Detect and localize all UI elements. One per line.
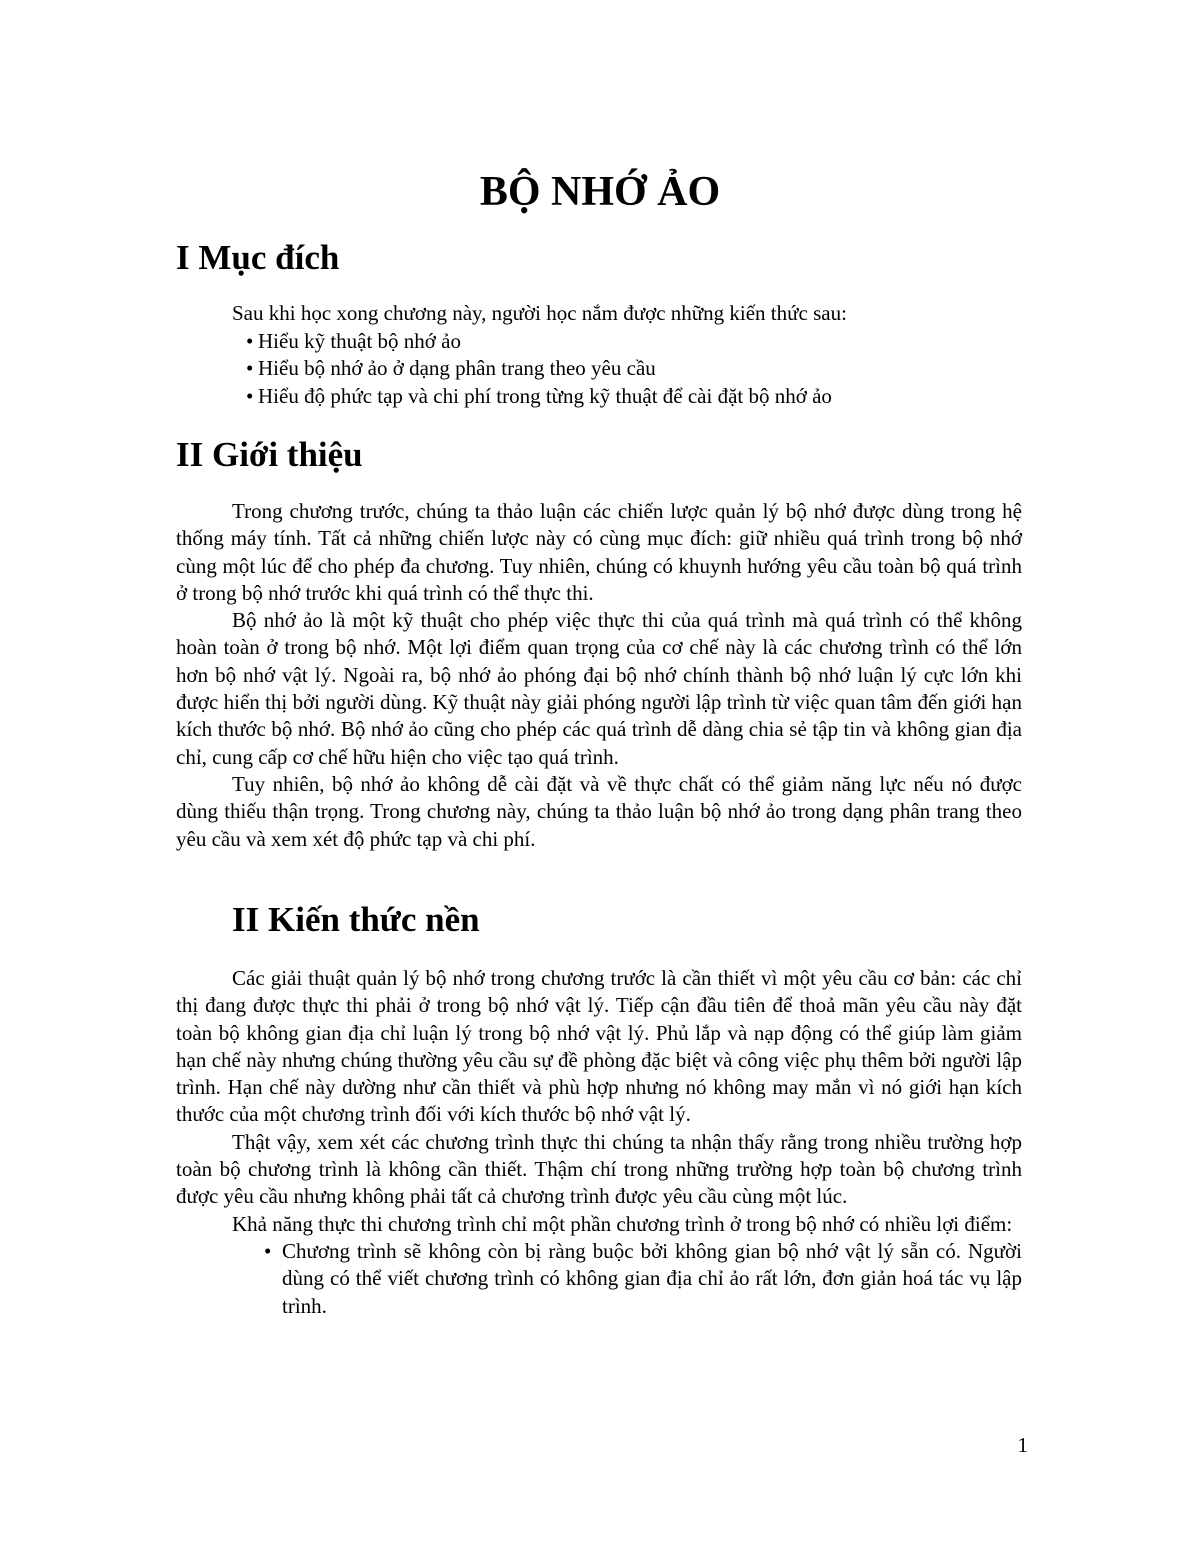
objectives-list [232, 328, 1032, 411]
objective-item: • Hiểu kỹ thuật bộ nhớ ảo [246, 328, 1032, 356]
body-paragraph: Bộ nhớ ảo là một kỹ thuật cho phép việc thực thi của quá trình mà quá trình có thể không hoàn toàn ở trong bộ nhớ. Một lợi điểm quan trọng của cơ chế này là các chương trình có thể lớn hơn bộ nhớ vật lý. Ngoài ra, bộ nhớ ảo phóng đại bộ nhớ chính thành bộ nhớ luận lý cực lớn khi được hiển thị bởi người dùng. Kỹ thuật này giải phóng người lập trình từ việc quan tâm đến giới hạn kích thước bộ nhớ. Bộ nhớ ảo cũng cho phép các quá trình dễ dàng chia sẻ tập tin và không gian địa chỉ, cung cấp cơ chế hữu hiện cho việc tạo quá trình. [176, 608, 1022, 769]
body-paragraph: Thật vậy, xem xét các chương trình thực thi chúng ta nhận thấy rằng trong nhiều trường hợp toàn bộ chương trình là không cần thiết. Thậm chí trong những trường hợp toàn bộ chương trình được yêu cầu nhưng không phải tất cả chương trình được yêu cầu cùng một lúc. [176, 1129, 1022, 1209]
page-title: BỘ NHỚ ẢO [479, 169, 721, 215]
section-heading-gioi-thieu: II Giới thiệu [176, 435, 363, 474]
objective-item: • Hiểu bộ nhớ ảo ở dạng phân trang theo yêu cầu [246, 355, 1032, 383]
section-muc-dich-body [232, 300, 1032, 410]
objective-item: • Hiểu độ phức tạp và chi phí trong từng kỹ thuật để cài đặt bộ nhớ ảo [246, 383, 1032, 411]
advantages-list [176, 1238, 1022, 1320]
section-kien-thuc-nen-body [176, 965, 1022, 1320]
body-paragraph: Các giải thuật quản lý bộ nhớ trong chương trước là cần thiết vì một yêu cầu cơ bản: các chỉ thị đang được thực thi phải ở trong bộ nhớ vật lý. Tiếp cận đầu tiên để thoả mãn yêu cầu này đặt toàn bộ không gian địa chỉ luận lý trong bộ nhớ vật lý. Phủ lắp và nạp động có thể giúp làm giảm hạn chế này nhưng chúng thường yêu cầu sự đề phòng đặc biệt và công việc phụ thêm bởi người lập trình. Hạn chế này dường như cần thiết và phù hợp nhưng nó không may mắn vì nó giới hạn kích thước của một chương trình đối với kích thước bộ nhớ vật lý. [176, 966, 1022, 1127]
intro-paragraph: Sau khi học xong chương này, người học nắm được những kiến thức sau: [232, 301, 847, 325]
advantage-item: • Chương trình sẽ không còn bị ràng buộc bởi không gian bộ nhớ vật lý sẵn có. Người dùng có thể viết chương trình có không gian địa chỉ ảo rất lớn, đơn giản hoá tác vụ lập trình. [264, 1238, 1022, 1320]
body-paragraph: Khả năng thực thi chương trình chỉ một phần chương trình ở trong bộ nhớ có nhiều lợi điểm: [232, 1211, 1013, 1236]
section-gioi-thieu-body [176, 498, 1022, 853]
section-heading-kien-thuc-nen: II Kiến thức nền [232, 900, 480, 939]
body-paragraph: Trong chương trước, chúng ta thảo luận các chiến lược quản lý bộ nhớ được dùng trong hệ thống máy tính. Tất cả những chiến lược này có cùng mục đích: giữ nhiều quá trình trong bộ nhớ cùng một lúc để cho phép đa chương. Tuy nhiên, chúng có khuynh hướng yêu cầu toàn bộ quá trình ở trong bộ nhớ trước khi quá trình có thể thực thi. [176, 499, 1022, 605]
section-heading-muc-dich: I Mục đích [176, 238, 340, 277]
body-paragraph: Tuy nhiên, bộ nhớ ảo không dễ cài đặt và về thực chất có thể giảm năng lực nếu nó được dùng thiếu thận trọng. Trong chương này, chúng ta thảo luận bộ nhớ ảo trong dạng phân trang theo yêu cầu và xem xét độ phức tạp và chi phí. [176, 771, 1022, 851]
page-number: 1 [1017, 1433, 1028, 1457]
